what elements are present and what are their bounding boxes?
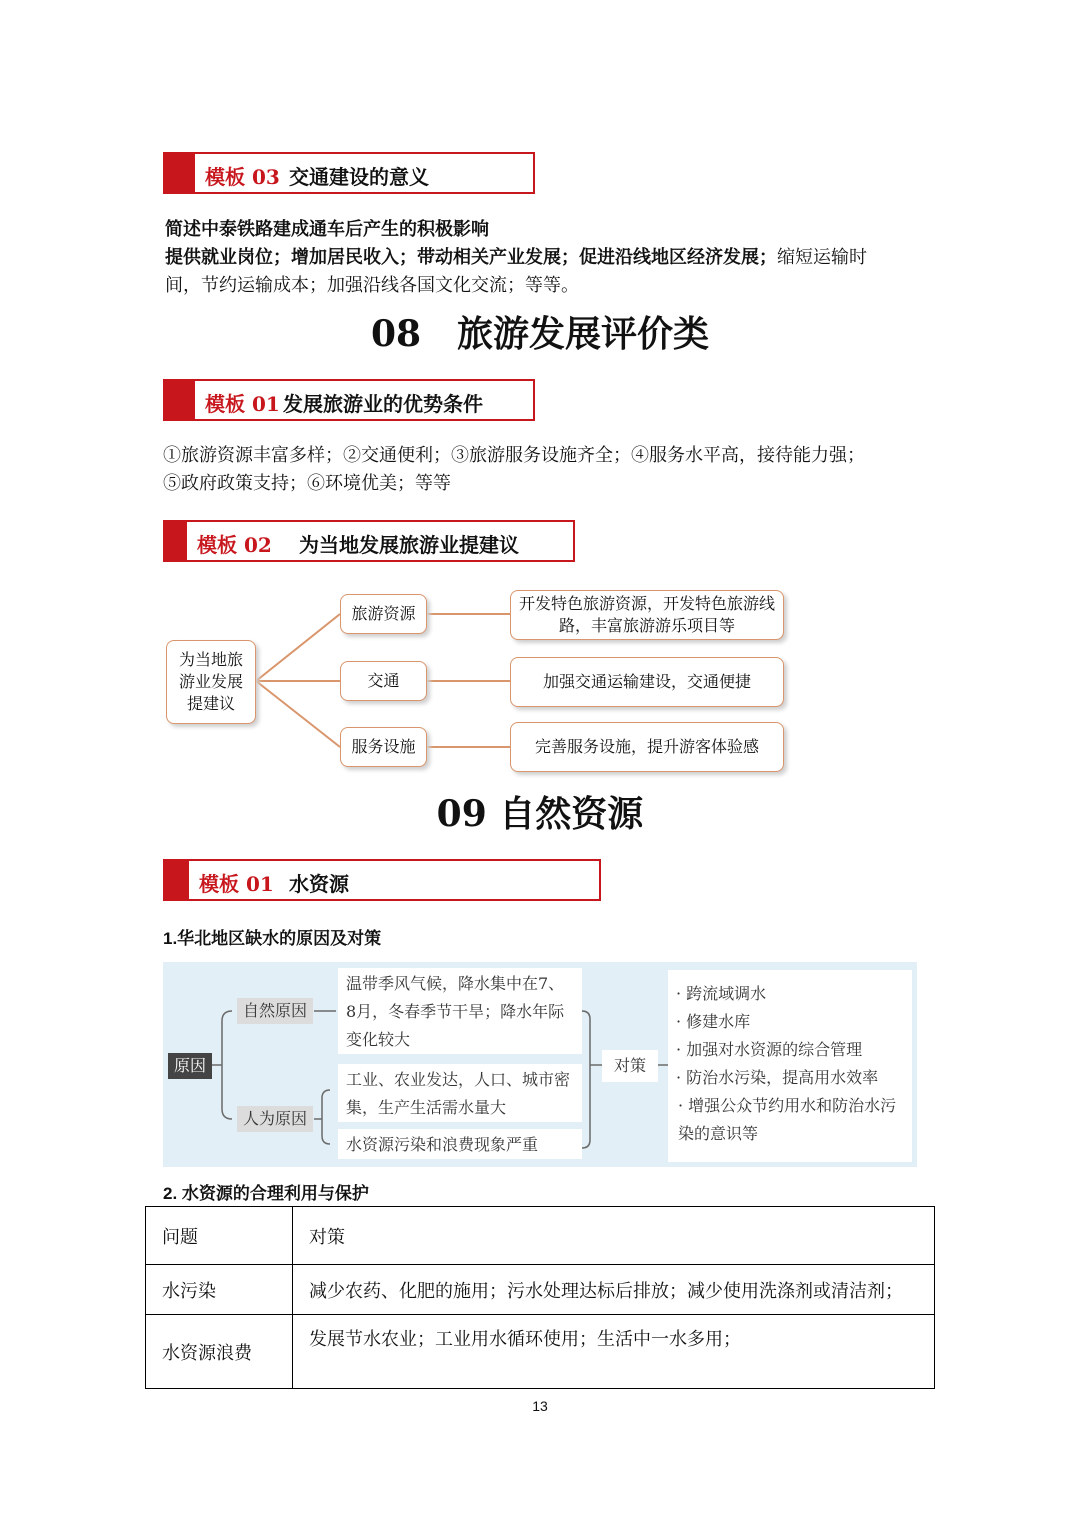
table-header-cell: 对策 bbox=[293, 1207, 935, 1265]
measure-item: · 防治水污染，提高用水效率 bbox=[676, 1068, 879, 1087]
template-title: 为当地发展旅游业提建议 bbox=[299, 533, 519, 557]
subheading-1: 1.华北地区缺水的原因及对策 bbox=[163, 929, 382, 948]
measure-item: · 修建水库 bbox=[676, 1012, 751, 1031]
mindmap-branch-transport: 交通 bbox=[340, 661, 427, 701]
table-row bbox=[146, 1265, 935, 1315]
table-cell: 发展节水农业；工业用水循环使用；生活中一水多用； bbox=[293, 1315, 935, 1389]
template-title: 水资源 bbox=[289, 872, 349, 896]
measure-item: · 加强对水资源的综合管理 bbox=[676, 1040, 863, 1059]
table-header-row bbox=[146, 1207, 935, 1265]
section-heading-08: 08 旅游发展评价类 bbox=[370, 313, 710, 355]
template-label: 模板 01 bbox=[199, 872, 274, 896]
measures-label: 对策 bbox=[602, 1050, 658, 1082]
water-resource-table bbox=[145, 1206, 935, 1389]
advantages-line-1: ①旅游资源丰富多样；②交通便利；③旅游服务设施齐全；④服务水平高，接待能力强； bbox=[163, 445, 865, 466]
measure-item: · 增强公众节约用水和防治水污染的意识等 bbox=[678, 1096, 897, 1143]
human-cause-detail-2: 水资源污染和浪费现象严重 bbox=[338, 1129, 582, 1159]
natural-cause-label: 自然原因 bbox=[237, 998, 313, 1024]
template-title: 发展旅游业的优势条件 bbox=[283, 392, 483, 416]
subheading-2: 2. 水资源的合理利用与保护 bbox=[163, 1184, 369, 1203]
template-label: 模板 03 bbox=[205, 165, 280, 189]
human-cause-detail-1: 工业、农业发达，人口、城市密集，生产生活需水量大 bbox=[338, 1064, 582, 1122]
mindmap-detail-service-facilities: 完善服务设施，提升游客体验感 bbox=[510, 722, 784, 772]
template-label: 模板 02 bbox=[197, 533, 272, 557]
mindmap-root: 为当地旅游业发展提建议 bbox=[166, 640, 256, 724]
mindmap-detail-transport: 加强交通运输建设，交通便捷 bbox=[510, 657, 784, 707]
table-header-cell: 问题 bbox=[146, 1207, 293, 1265]
cause-root-label: 原因 bbox=[168, 1053, 212, 1079]
table-row bbox=[146, 1315, 935, 1389]
natural-cause-detail: 温带季风气候，降水集中在7、8月，冬春季节干旱；降水年际变化较大 bbox=[338, 968, 582, 1054]
table-cell: 减少农药、化肥的施用；污水处理达标后排放；减少使用洗涤剂或清洁剂； bbox=[293, 1265, 935, 1315]
human-cause-label: 人为原因 bbox=[237, 1106, 313, 1132]
template-label: 模板 01 bbox=[205, 392, 280, 416]
measures-box bbox=[668, 970, 912, 1162]
advantages-line-2: ⑤政府政策支持；⑥环境优美；等等 bbox=[163, 473, 451, 494]
mindmap-branch-service-facilities: 服务设施 bbox=[340, 727, 427, 767]
page-number: 13 bbox=[532, 1398, 548, 1414]
table-cell: 水污染 bbox=[146, 1265, 293, 1315]
section-heading-09: 09 自然资源 bbox=[436, 793, 644, 835]
table-cell: 水资源浪费 bbox=[146, 1315, 293, 1389]
answer-rest: 缩短运输时 bbox=[777, 247, 867, 268]
question-text: 简述中泰铁路建成通车后产生的积极影响 bbox=[165, 219, 489, 240]
mindmap-branch-tourism-resources: 旅游资源 bbox=[340, 594, 427, 634]
answer-bold-part: 提供就业岗位；增加居民收入；带动相关产业发展；促进沿线地区经济发展； bbox=[165, 247, 777, 268]
answer-line-2: 间，节约运输成本；加强沿线各国文化交流；等等。 bbox=[165, 275, 579, 296]
template-title: 交通建设的意义 bbox=[289, 165, 429, 189]
measure-item: · 跨流域调水 bbox=[676, 984, 767, 1003]
mindmap-detail-tourism-resources: 开发特色旅游资源，开发特色旅游线路，丰富旅游游乐项目等 bbox=[510, 590, 784, 640]
